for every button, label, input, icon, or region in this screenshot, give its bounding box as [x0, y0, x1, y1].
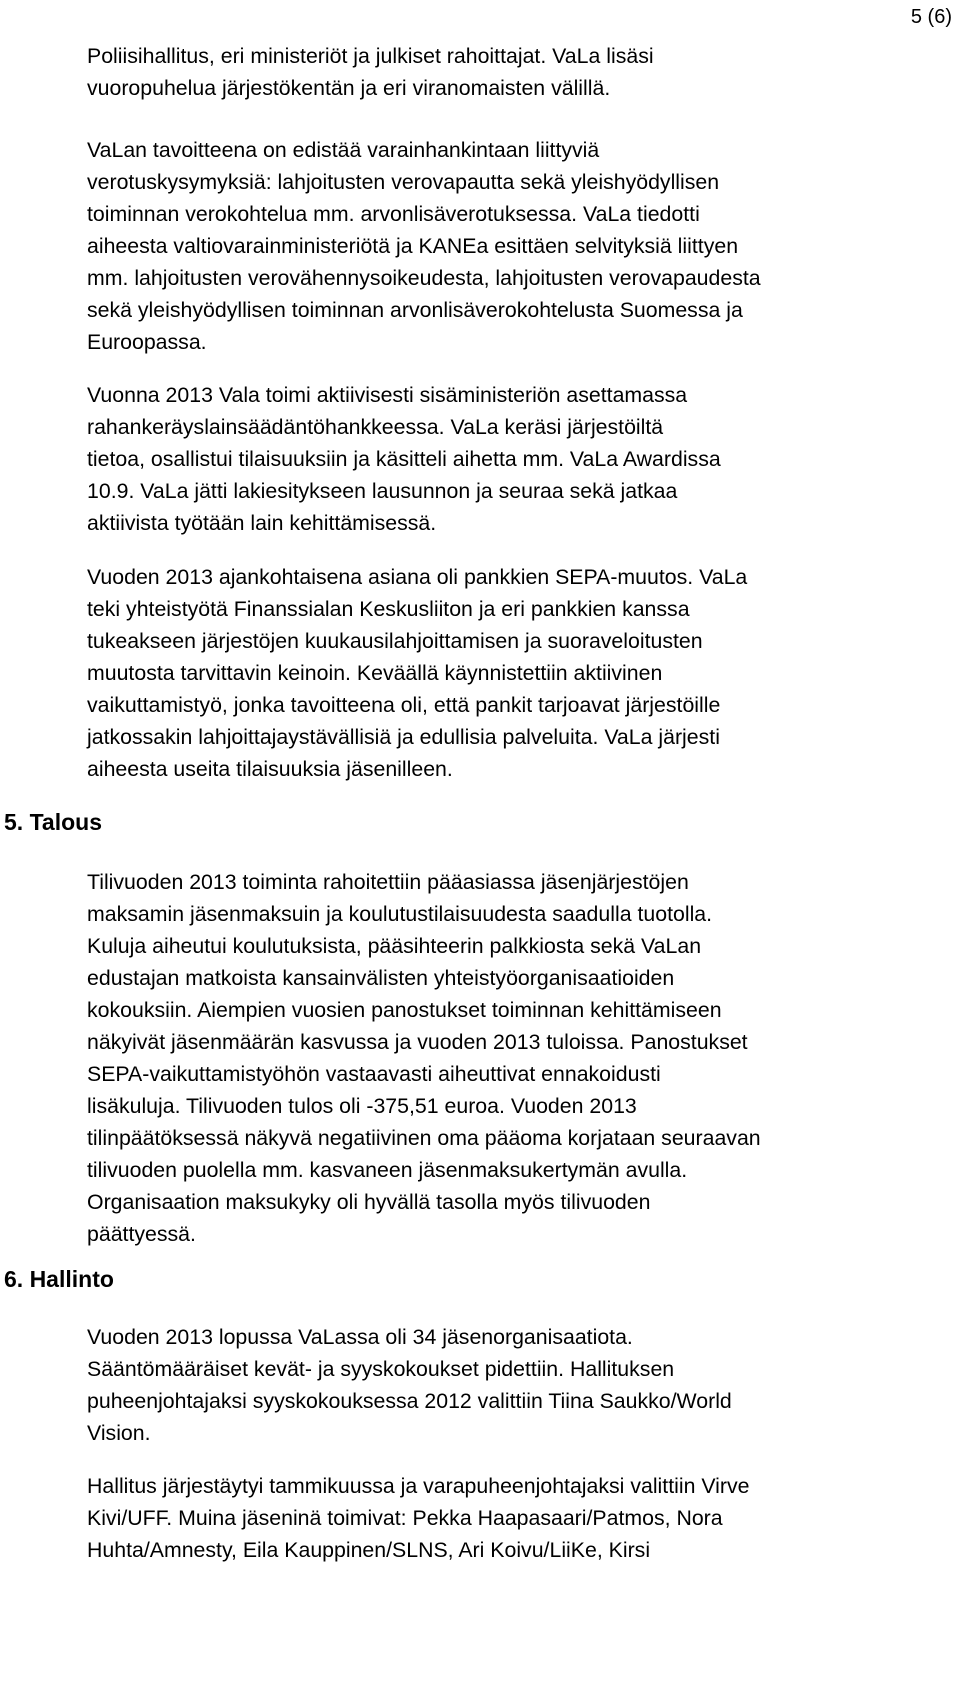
text-line: toiminnan verokohtelua mm. arvonlisäverotuksessa. VaLa tiedotti [87, 202, 700, 226]
section-heading-hallinto: 6. Hallinto [4, 1266, 114, 1292]
text-line: rahankeräyslainsäädäntöhankkeessa. VaLa keräsi järjestöiltä [87, 415, 664, 439]
paragraph-membership [87, 1321, 957, 1449]
page-number: 5 (6) [910, 6, 952, 28]
text-line: Huhta/Amnesty, Eila Kauppinen/SLNS, Ari Koivu/LiiKe, Kirsi [87, 1538, 651, 1562]
text-line: SEPA-vaikuttamistyöhön vastaavasti aiheuttivat ennakoidusti [87, 1062, 661, 1086]
text-line: Sääntömääräiset kevät- ja syyskokoukset pidettiin. Hallituksen [87, 1357, 675, 1381]
text-line: Vision. [87, 1421, 151, 1445]
text-line: Kuluja aiheutui koulutuksista, pääsihteerin palkkiosta sekä VaLan [87, 934, 702, 958]
text-line: puheenjohtajaksi syyskokouksessa 2012 valittiin Tiina Saukko/World [87, 1389, 732, 1413]
text-line: aiheesta valtiovarainministeriötä ja KANEa esittäen selvityksiä liittyen [87, 234, 739, 258]
text-line: Euroopassa. [87, 330, 207, 354]
text-line: tilivuoden puolella mm. kasvaneen jäsenmaksukertymän avulla. [87, 1158, 688, 1182]
text-line: 10.9. VaLa jätti lakiesitykseen lausunnon ja seuraa sekä jatkaa [87, 479, 678, 503]
text-line: aktiivista työtään lain kehittämisessä. [87, 511, 437, 535]
text-line: Vuonna 2013 Vala toimi aktiivisesti sisäministeriön asettamassa [87, 383, 688, 407]
text-line: vaikuttamistyö, jonka tavoitteena oli, että pankit tarjoavat järjestöille [87, 693, 721, 717]
text-line: verotuskysymyksiä: lahjoitusten verovapautta sekä yleishyödyllisen [87, 170, 720, 194]
text-line: Tilivuoden 2013 toiminta rahoitettiin pääasiassa jäsenjärjestöjen [87, 870, 689, 894]
text-line: mm. lahjoitusten verovähennysoikeudesta, lahjoitusten verovapaudesta [87, 266, 761, 290]
text-line: maksamin jäsenmaksuin ja koulutustilaisuudesta saadulla tuotolla. [87, 902, 713, 926]
text-line: Kivi/UFF. Muina jäseninä toimivat: Pekka Haapasaari/Patmos, Nora [87, 1506, 723, 1530]
text-line: jatkossakin lahjoittajaystävällisiä ja edullisia palveluita. VaLa järjesti [87, 725, 720, 749]
text-line: Poliisihallitus, eri ministeriöt ja julkiset rahoittajat. VaLa lisäsi [87, 44, 654, 68]
text-line: lisäkuluja. Tilivuoden tulos oli -375,51 euroa. Vuoden 2013 [87, 1094, 637, 1118]
text-line: tietoa, osallistui tilaisuuksiin ja käsitteli aihetta mm. VaLa Awardissa [87, 447, 721, 471]
text-line: muutosta tarvittavin keinoin. Keväällä käynnistettiin aktiivinen [87, 661, 663, 685]
section-heading-talous: 5. Talous [4, 809, 102, 835]
text-line: sekä yleishyödyllisen toiminnan arvonlisäverokohtelusta Suomessa ja [87, 298, 743, 322]
text-line: VaLan tavoitteena on edistää varainhankintaan liittyviä [87, 138, 600, 162]
text-line: Vuoden 2013 lopussa VaLassa oli 34 jäsenorganisaatiota. [87, 1325, 633, 1349]
paragraph-board [87, 1470, 957, 1566]
text-line: teki yhteistyötä Finanssialan Keskusliiton ja eri pankkien kanssa [87, 597, 690, 621]
text-line: Organisaation maksukyky oli hyvällä tasolla myös tilivuoden [87, 1190, 651, 1214]
paragraph-sepa [87, 561, 957, 785]
paragraph-finances [87, 866, 957, 1250]
text-line: näkyivät jäsenmäärän kasvussa ja vuoden 2013 tuloissa. Panostukset [87, 1030, 748, 1054]
text-line: päättyessä. [87, 1222, 196, 1246]
paragraph-fundraising-law [87, 379, 957, 539]
text-line: Vuoden 2013 ajankohtaisena asiana oli pankkien SEPA-muutos. VaLa [87, 565, 748, 589]
paragraph-tax-issues [87, 134, 957, 358]
text-line: tukeakseen järjestöjen kuukausilahjoittamisen ja suoraveloitusten [87, 629, 703, 653]
text-line: vuoropuhelua järjestökentän ja eri viranomaisten välillä. [87, 76, 611, 100]
text-line: aiheesta useita tilaisuuksia jäsenilleen. [87, 757, 453, 781]
text-line: Hallitus järjestäytyi tammikuussa ja varapuheenjohtajaksi valittiin Virve [87, 1474, 750, 1498]
paragraph-intro [87, 40, 957, 104]
text-line: edustajan matkoista kansainvälisten yhteistyöorganisaatioiden [87, 966, 675, 990]
text-line: kokouksiin. Aiempien vuosien panostukset toiminnan kehittämiseen [87, 998, 722, 1022]
text-line: tilinpäätöksessä näkyvä negatiivinen oma pääoma korjataan seuraavan [87, 1126, 761, 1150]
